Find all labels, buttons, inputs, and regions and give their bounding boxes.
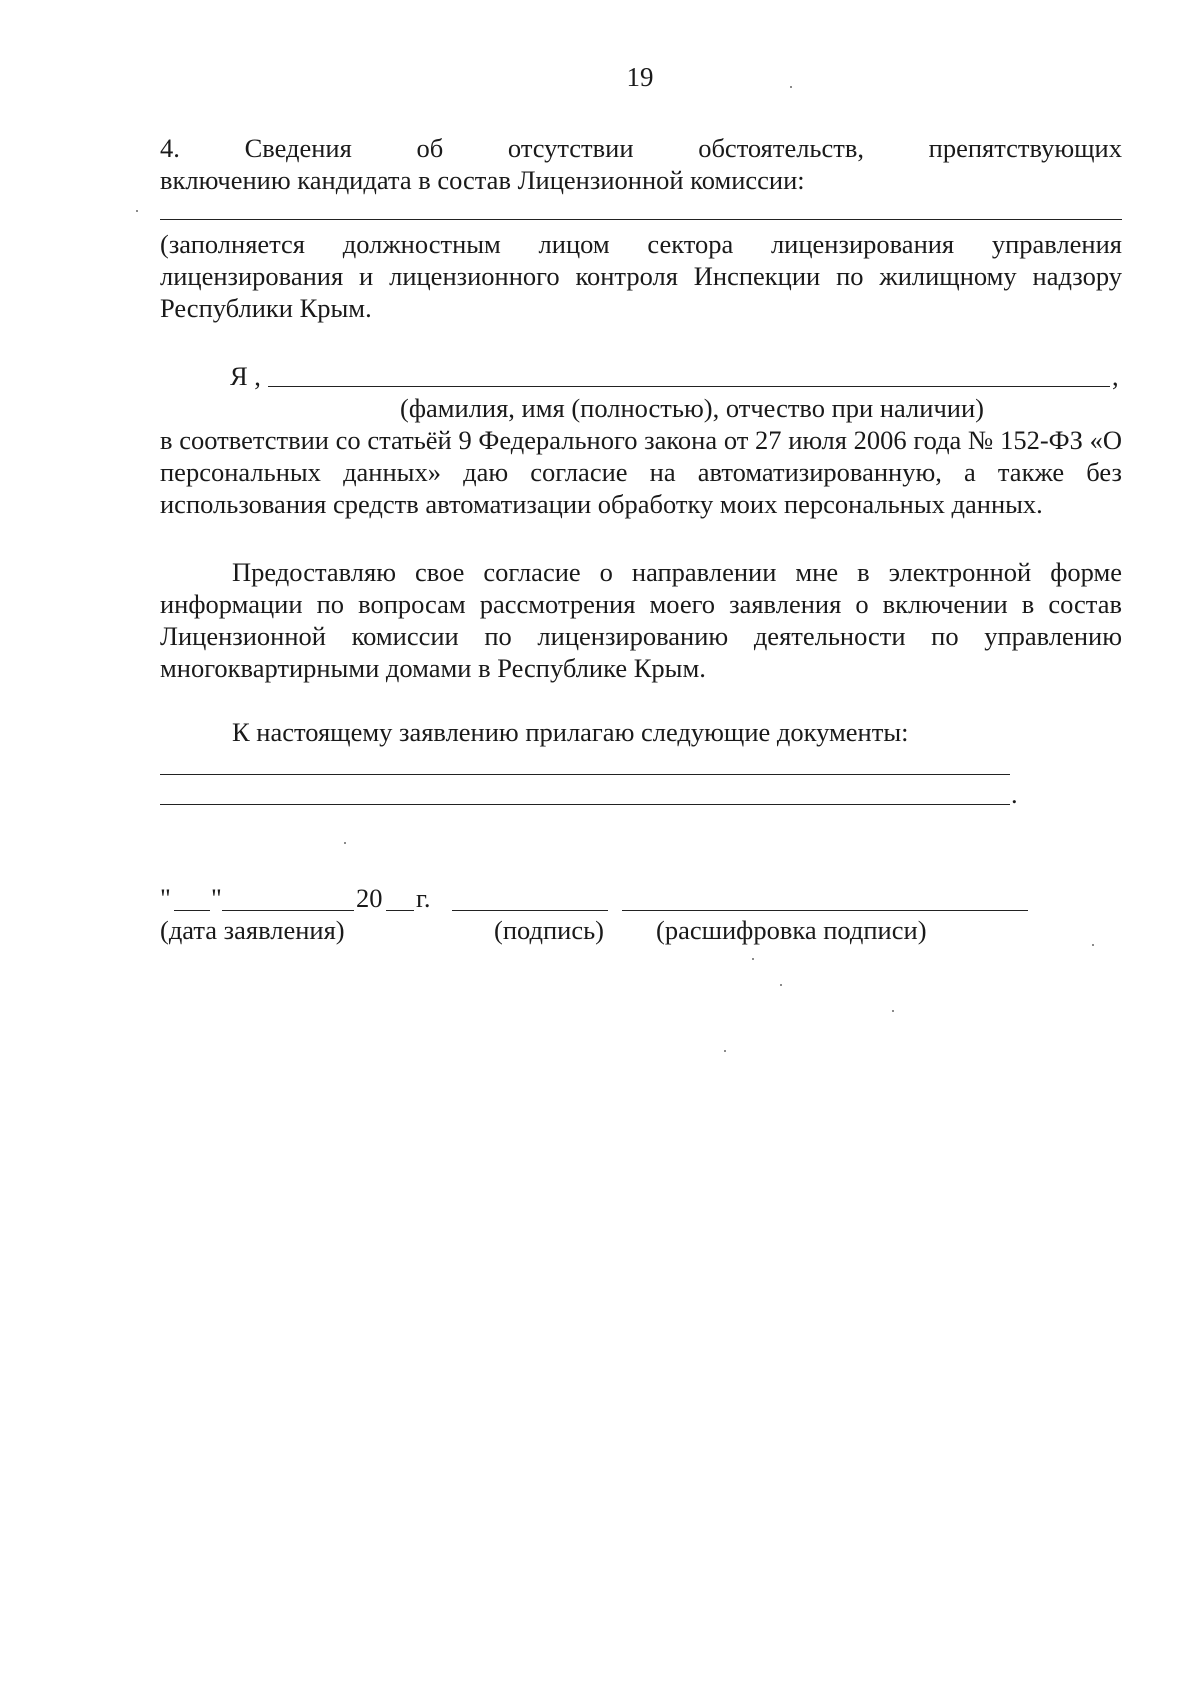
scan-speck <box>790 86 792 88</box>
section-4-line-1: 4. Сведения об отсутствии обстоятельств, препятствующих <box>160 133 1122 163</box>
signature-caption: (подпись) <box>494 915 605 945</box>
date-caption: (дата заявления) <box>160 915 345 945</box>
signature-line <box>452 910 608 911</box>
signature-decoding-line <box>622 910 1028 911</box>
attachments-end-period: . <box>1011 779 1018 809</box>
full-name-line <box>268 386 1110 387</box>
scan-speck <box>892 1010 894 1012</box>
attachments-label: К настоящему заявлению прилагаю следующие документы: <box>232 717 909 747</box>
attachments-line-1 <box>160 774 1010 775</box>
electronic-consent-paragraph: Предоставляю свое согласие о направлении мне в электронной форме информации по вопросам рассмотрения моего заявления о включении в состав Лицензионной комиссии по лицензированию деятельности по управлению многоквартирными домами в Республике Крым. <box>160 557 1122 683</box>
decoding-caption: (расшифровка подписи) <box>656 915 927 945</box>
scan-speck <box>752 958 754 960</box>
attachments-line-2 <box>160 804 1010 805</box>
scan-speck <box>780 984 782 986</box>
scan-speck <box>136 210 138 212</box>
name-caption: (фамилия, имя (полностью), отчество при наличии) <box>400 393 984 423</box>
section-4-line-2: включению кандидата в состав Лицензионной комиссии: <box>160 165 805 195</box>
scan-speck <box>344 842 346 844</box>
section-4 <box>160 132 1122 196</box>
fill-note: (заполняется должностным лицом сектора лицензирования управления лицензирования и лицензионного контроля Инспекции по жилищному надзору Республики Крым. <box>160 229 1122 323</box>
date-quote-close: " <box>211 883 222 913</box>
name-trailing-comma: , <box>1112 361 1119 391</box>
year-suffix: г. <box>416 883 431 913</box>
page-number: 19 <box>626 62 654 92</box>
year-prefix: 20 <box>356 883 383 913</box>
year-line <box>386 910 414 911</box>
date-month-line <box>222 910 354 911</box>
consent-paragraph: в соответствии со статьёй 9 Федерального закона от 27 июля 2006 года № 152-ФЗ «О персональных данных» даю согласие на автоматизированную, а также без использования средств автоматизации обработку моих персональных данных. <box>160 425 1122 519</box>
date-day-line <box>174 910 210 911</box>
scan-speck <box>724 1050 726 1052</box>
date-quote-open: " <box>160 883 171 913</box>
section-4-fill-line <box>160 219 1122 220</box>
i-label: Я , <box>230 361 261 391</box>
scan-speck <box>1092 944 1094 946</box>
